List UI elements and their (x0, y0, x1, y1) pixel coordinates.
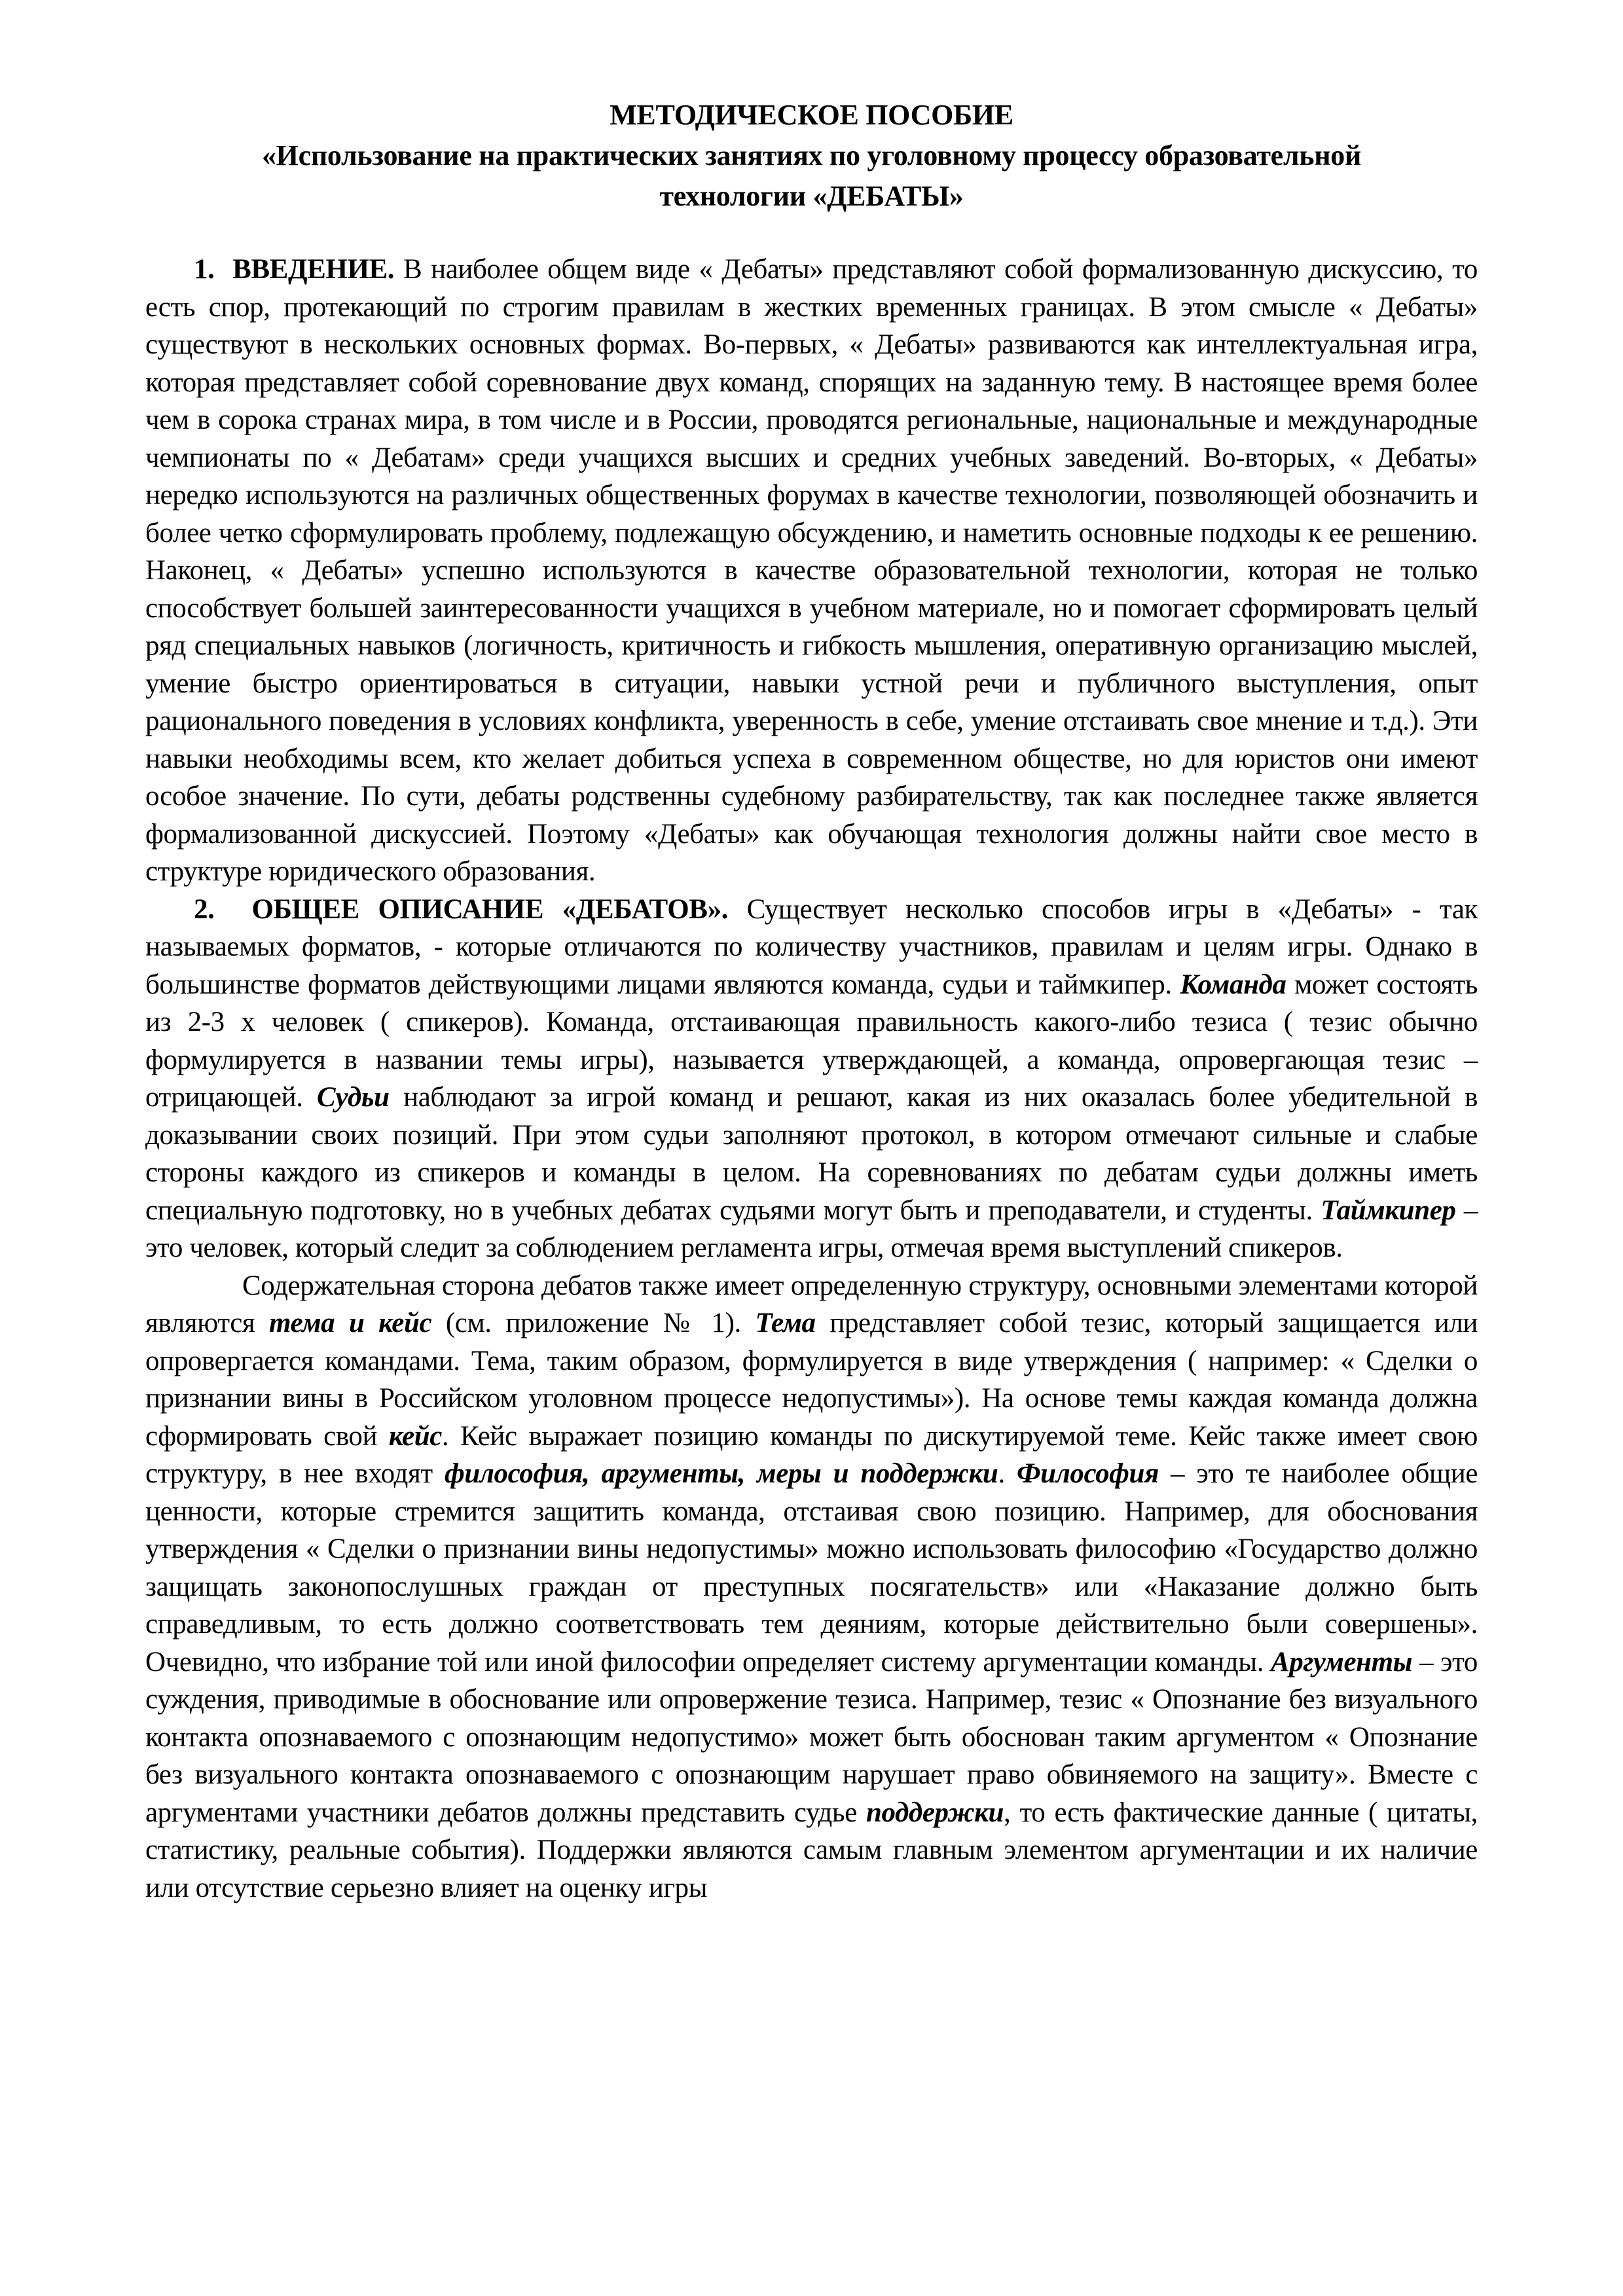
text-run: – это те наиболее общие ценности, которые стремится защитить команда, отстаивая свою позицию. Например, для обоснования утверждения « Сделки о признании вины недопустимы» можно использовать философию «Государство должно защищать законопослушных граждан от преступных посягательств» или «Наказание должно быть справедливым, то есть должно соответствовать тем деяниям, которые действительно были совершены». Очевидно, что избрание той или иной философии определяет систему аргументации команды. (145, 1458, 1478, 1677)
text-run: философия, аргументы, меры и поддержки (445, 1458, 998, 1489)
document-subtitle-line-1: «Использование на практических занятиях по уголовному процессу образовательной (261, 139, 1362, 171)
text-run: . (998, 1458, 1017, 1489)
text-run: В наиболее общем виде « Дебаты» представляют собой формализованную дискуссию, то есть спор, протекающий по строгим правилам в жестких временных границах. В этом смысле « Дебаты» существуют в нескольких основных формах. Во-первых, « Дебаты» развиваются как интеллектуальная игра, которая представляет собой соревнование двух команд, спорящих на заданную тему. В настоящее время более чем в сорока странах мира, в том числе и в России, проводятся региональные, национальные и международные чемпионаты по « Дебатам» среди учащихся высших и средних учебных заведений. Во-вторых, « Дебаты» нередко используются на различных общественных форумах в качестве технологии, позволяющей обозначить и более четко сформулировать проблему, подлежащую обсуждению, и наметить основные подходы к ее решению. Наконец, « Дебаты» успешно используются в качестве образовательной технологии, которая не только способствует большей заинтересованности учащихся в учебном материале, но и помогает сформировать целый ряд специальных навыков (логичность, критичность и гибкость мышления, оперативную организацию мыслей, умение быстро ориентироваться в ситуации, навыки устной речи и публичного выступления, опыт рационального поведения в условиях конфликта, уверенность в себе, умение отстаивать свое мнение и т.д.). Эти навыки необходимы всем, кто желает добиться успеха в современном обществе, но для юристов они имеют особое значение. По сути, дебаты родственны судебному разбирательству, так как последнее также является формализованной дискуссией. Поэтому «Дебаты» как обучающая технология должны найти свое место в структуре юридического образования. (145, 254, 1478, 887)
text-run: Тема (755, 1308, 816, 1338)
text-run: представляет собой тезис, который защищается или опровергается командами. Тема, таким образом, формулируется в виде утверждения ( например: « Сделки о признании вины в Российском уголовном процессе недопустимы»). На основе темы каждая команда должна сформировать свой (145, 1308, 1478, 1452)
text-run: Судьи (317, 1082, 390, 1113)
paragraph-section-2-general-description (145, 891, 1478, 1267)
text-run: – это суждения, приводимые в обоснование или опровержение тезиса. Например, тезис « Опознание без визуального контакта опознаваемого с опознающим недопустимо» может быть обоснован таким аргументом « Опознание без визуального контакта опознаваемого с опознающим нарушает право обвиняемого на защиту». Вместе с аргументами участники дебатов должны представить судье (145, 1646, 1478, 1828)
text-run: . Кейс выражает позицию команды по дискутируемой теме. Кейс также имеет свою структуру, в нее входят (145, 1420, 1478, 1489)
text-run: , то есть фактические данные ( цитаты, статистику, реальные события). Поддержки являются самым главным элементом аргументации и их наличие или отсутствие серьезно влияет на оценку игры (145, 1797, 1478, 1903)
text-run: Аргументы (1270, 1646, 1413, 1677)
document-subtitle-line-2: технологии «ДЕБАТЫ» (659, 180, 964, 212)
text-run: Таймкипер (1321, 1194, 1456, 1226)
text-run: Команда (1180, 969, 1286, 1000)
text-run: кейс (388, 1420, 442, 1452)
document-body (145, 251, 1478, 1907)
text-run: может состоять из 2-3 х человек ( спикеров). Команда, отстаивающая правильность какого-либо тезиса ( тезис обычно формулируется в названии темы игры), называется утверждающей, а команда, опровергающая тезис – отрицающей. (145, 969, 1478, 1113)
text-run: Философия (1017, 1458, 1159, 1489)
paragraph-section-1-introduction (145, 251, 1478, 891)
document-title-block (145, 95, 1478, 217)
text-run: 2. ОБЩЕЕ ОПИСАНИЕ «ДЕБАТОВ». (194, 893, 747, 925)
text-run: наблюдают за игрой команд и решают, какая из них оказалась более убедительной в доказывании своих позиций. При этом судьи заполняют протокол, в котором отмечают сильные и слабые стороны каждого из спикеров и команды в целом. На соревнованиях по дебатам судьи должны иметь специальную подготовку, но в учебных дебатах судьями могут быть и преподаватели, и студенты. (145, 1082, 1478, 1226)
text-run: (см. приложение № 1). (431, 1308, 756, 1338)
text-run: – это человек, который следит за соблюдением регламента игры, отмечая время выступлений спикеров. (145, 1194, 1478, 1263)
text-run: Содержательная сторона дебатов также имеет определенную структуру, основными элементами которой являются (145, 1270, 1478, 1338)
text-run: тема и кейс (269, 1308, 432, 1338)
paragraph-section-2-content-structure (145, 1267, 1478, 1907)
text-run: поддержки (866, 1797, 1004, 1828)
text-run: 1. ВВЕДЕНИЕ. (194, 254, 403, 285)
document-title: МЕТОДИЧЕСКОЕ ПОСОБИЕ (610, 99, 1013, 131)
text-run: Существует несколько способов игры в «Дебаты» - так называемых форматов, - которые отличаются по количеству участников, правилам и целям игры. Однако в большинстве форматов действующими лицами являются команда, судьи и таймкипер. (145, 893, 1478, 1000)
